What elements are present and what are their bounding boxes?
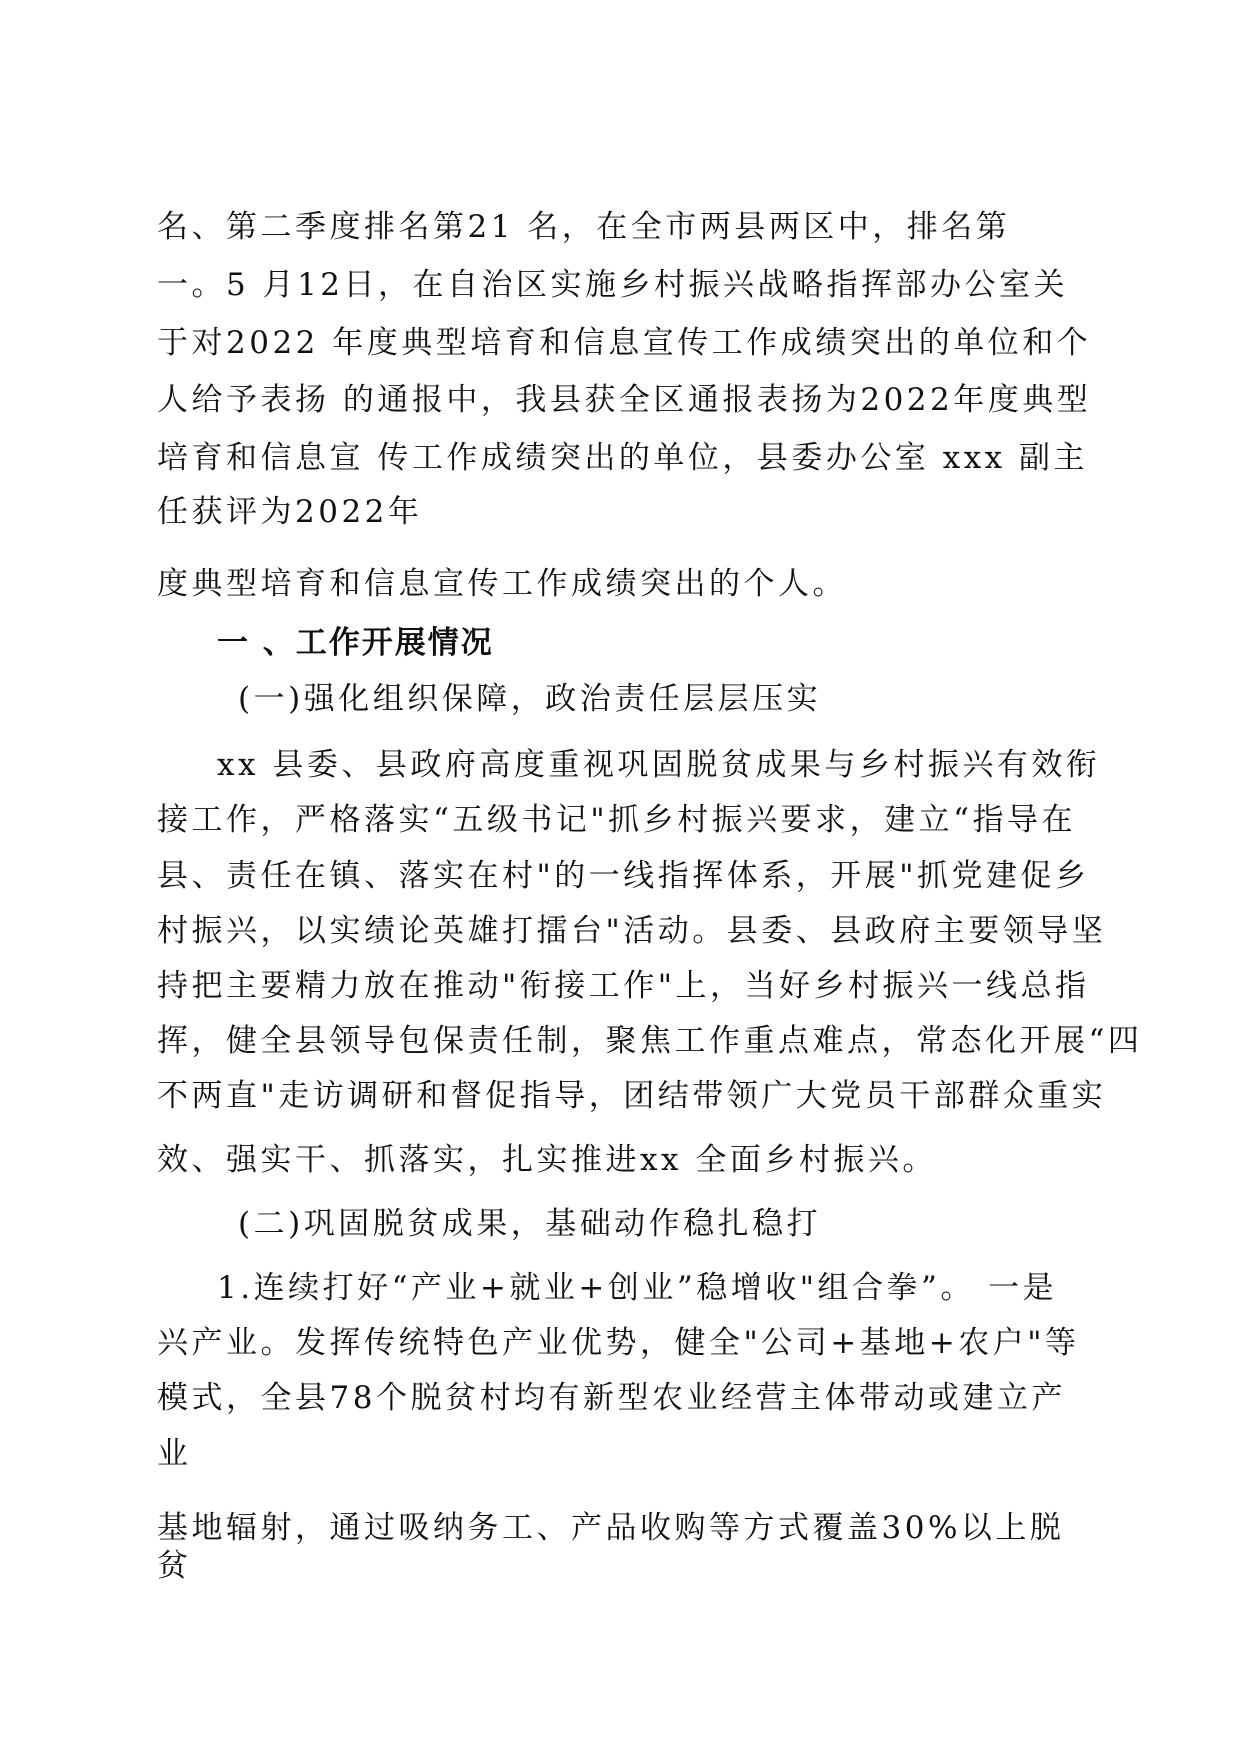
section-heading: 一 、工作开展情况 (217, 625, 494, 661)
text-line: 效、强实干、抓落实，扎实推进xx 全面乡村振兴。 (157, 1142, 937, 1178)
text-line: 于对2022 年度典型培育和信息宣传工作成绩突出的单位和个 (157, 325, 1092, 361)
text-line: 挥，健全县领导包保责任制，聚焦工作重点难点，常态化开展“四 (157, 1023, 1143, 1059)
text-line: 持把主要精力放在推动"衔接工作"上，当好乡村振兴一线总指 (157, 968, 1090, 1004)
text-line: 不两直"走访调研和督促指导，团结带领广大党员干部群众重实 (157, 1078, 1107, 1114)
text-line: 接工作，严格落实“五级书记"抓乡村振兴要求，建立“指导在 (157, 802, 1076, 838)
text-line: 基地辐射，通过吸纳务工、产品收购等方式覆盖30%以上脱 (157, 1510, 1065, 1546)
text-line: 兴产业。发挥传统特色产业优势，健全"公司+基地+农户"等 (157, 1325, 1080, 1361)
text-line: 培育和信息宣 传工作成绩突出的单位，县委办公室 xxx 副主 (157, 440, 1089, 476)
subsection-heading: (二)巩固脱贫成果，基础动作稳扎稳打 (238, 1206, 822, 1242)
text-line: 贫 (157, 1548, 192, 1584)
text-line: 名、第二季度排名第21 名，在全市两县两区中，排名第 (157, 209, 1011, 245)
text-line: xx 县委、县政府高度重视巩固脱贫成果与乡村振兴有效衔 (217, 747, 1101, 783)
text-line: 业 (157, 1436, 192, 1472)
text-line: 模式，全县78个脱贫村均有新型农业经营主体带动或建立产 (157, 1380, 1066, 1416)
subsection-heading: (一)强化组织保障，政治责任层层压实 (238, 681, 822, 717)
text-line: 村振兴，以实绩论英雄打擂台"活动。县委、县政府主要领导坚 (157, 913, 1107, 949)
text-line: 县、责任在镇、落实在村"的一线指挥体系，开展"抓党建促乡 (157, 858, 1090, 894)
text-line: 1.连续打好“产业+就业+创业”稳增收"组合拳”。 一是 (217, 1270, 1058, 1306)
text-line: 任获评为2022年 (157, 494, 423, 530)
text-line: 人给予表扬 的通报中，我县获全区通报表扬为2022年度典型 (157, 382, 1092, 418)
text-line: 一。5 月12日，在自治区实施乡村振兴战略指挥部办公室关 (157, 267, 1069, 303)
text-line: 度典型培育和信息宣传工作成绩突出的个人。 (157, 566, 847, 602)
